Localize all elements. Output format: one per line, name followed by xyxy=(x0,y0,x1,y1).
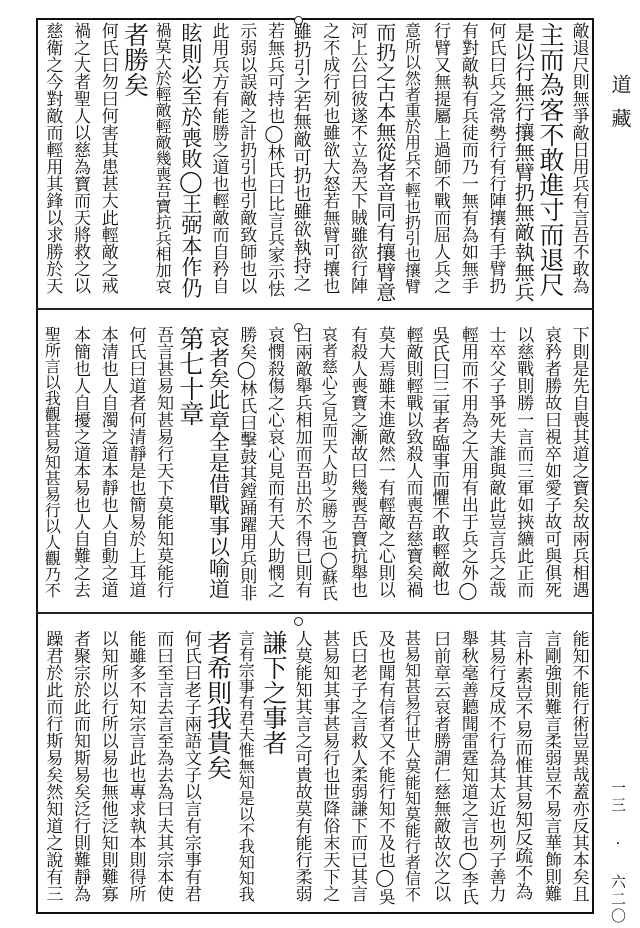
text-column: 哀者慈心之見而天人助之勝之也◯蘇氏 xyxy=(319,326,339,601)
text-column: 眩則必至於喪敗◯王弼本作仍 xyxy=(178,22,203,298)
text-column: 有對敵執有兵徒而乃一無有為如無手 xyxy=(457,22,478,294)
text-column: 第七十章 xyxy=(175,326,205,426)
text-column: 禍莫大於輕敵輕敵幾喪吾寶抗兵相加哀 xyxy=(153,22,173,294)
text-column: 何氏曰兵之常勢行有行陣攘有手臂扔 xyxy=(485,22,506,294)
text-column: 何氏曰道者何清靜是也簡易於上耳道 xyxy=(125,326,146,598)
text-column: 人莫能知其言之可貴故莫有能行柔弱 xyxy=(291,630,312,902)
text-column: 莫大焉雖未進敵然一有輕敵之心則以 xyxy=(374,326,395,598)
text-column: 以知所以行所以易也無他泛知則難寡 xyxy=(97,630,118,902)
text-column: 言朴素豈不易而惟其易知反疏不為 xyxy=(512,630,534,900)
text-column: 者聚宗於此而知斯易矣泛行則難靜為 xyxy=(70,630,91,902)
text-panel-2 xyxy=(38,326,592,608)
panel-divider-bottom xyxy=(36,612,594,614)
text-column: 慈衛之今對敵而輕用其鋒以求勝於天 xyxy=(42,22,63,294)
text-column: 輕用而不用為之大用有出于兵之外◯ xyxy=(457,326,478,601)
binding-circle-3 xyxy=(294,617,303,626)
text-column: 氏曰老子之言救人柔弱謙下而已其言 xyxy=(347,630,368,902)
text-column: 是以行無行攘無臂扔無敵執無兵 xyxy=(511,22,536,302)
text-column: 本簡也人自擾之道本易也人自難之去 xyxy=(70,326,91,598)
text-column: 下則是先自喪其道之寶矣故兩兵相遇 xyxy=(568,326,589,598)
text-column: 勝矣◯林氏曰擊鼓其鏜踊躍用兵則非 xyxy=(236,326,257,601)
text-column: 能知不能行術豈異哉蓋亦反其本矣且 xyxy=(568,630,589,902)
text-column: 而扔之古本無從者音同有攘臂意 xyxy=(372,22,397,302)
text-column: 聖所言以我觀甚易知甚易行以人觀乃不 xyxy=(42,326,62,598)
text-column: 其易行反成不行為其太近也列子善力 xyxy=(485,630,506,902)
text-column: 哀矜者勝故曰視卒如愛子故可與俱死 xyxy=(540,326,561,598)
text-column: 躁君於此而行斯易矣然知道之說有三 xyxy=(42,630,63,902)
text-column: 言有宗事有君夫惟無知是以不我知知我 xyxy=(236,630,256,902)
text-column: 能雖多不知宗言此也專求執本則得所 xyxy=(125,630,146,902)
text-column: 敵退尺則無爭敵日用兵有言吾不敢為 xyxy=(568,22,589,294)
text-panel-1 xyxy=(38,22,592,304)
text-column: 者希則我貴矣 xyxy=(203,630,233,780)
text-column: 謙下之事者 xyxy=(258,630,288,755)
book-title: 道藏 xyxy=(608,74,632,142)
text-column: 舉秋毫善聽聞雷霆知道之言也◯李氏 xyxy=(457,630,478,905)
text-column: 雖扔引之若無敵可扔也雖欲執持之 xyxy=(290,22,312,292)
text-column: 吾言甚易知甚易行天下莫能知莫能行 xyxy=(153,326,174,598)
text-column: 意所以然者重於用兵不輕也扔引也攘臂 xyxy=(402,22,422,294)
text-column: 輕敵則輕戰以致殺人而喪吾慈寶矣禍 xyxy=(402,326,423,598)
text-column: 河上公曰彼遂不立為天下賊雖欲行陣 xyxy=(347,22,368,294)
text-column: 禍之大者聖人以慈為寶而天將救之以 xyxy=(70,22,91,294)
text-column: 曰前章云哀者勝謂仁慈無敵故次之以 xyxy=(430,630,451,902)
text-column: 士卒父子爭死夫誰與敵此豈言兵之哉 xyxy=(485,326,506,598)
text-column: 之不成行列也雖欲大怒若無臂可攘也 xyxy=(319,22,340,294)
text-column: 吳氏曰三軍者臨事而懼不敢輕敵也 xyxy=(429,326,451,596)
text-column: 何氏曰老子兩語文子以言有宗事有君 xyxy=(180,630,201,902)
page-number: 一三 · 六二〇 xyxy=(609,780,627,925)
text-column: 此用兵方有能勝之道也輕敵而自矜自 xyxy=(208,22,229,294)
panel-divider-top xyxy=(36,308,594,310)
text-column: 者勝矣 xyxy=(120,22,150,97)
text-column: 本清也人自濁之道本靜也人自動之道 xyxy=(97,326,118,598)
text-column: 而曰至言去言至為去為曰夫其宗本使 xyxy=(153,630,174,902)
text-column: 示弱以誤敵之計扔引也引敵致師也以 xyxy=(236,22,257,294)
text-column: 曰兩敵舉兵相加而吾出於不得已則有 xyxy=(291,326,312,598)
text-column: 言剛強則難言柔弱豈不易言華飾則難 xyxy=(540,630,561,902)
text-column: 哀憫殺傷之心哀心見而有天人助憫之 xyxy=(263,326,284,598)
text-column: 甚易知甚易行世人莫能知莫能行者信不 xyxy=(402,630,422,902)
text-column: 主而為客不敢進寸而退尺 xyxy=(535,22,565,297)
text-column: 行臂又無提屬上過師不戰而屈人兵之 xyxy=(430,22,451,294)
text-column: 及也聞有信者又不能行知不及也◯吳 xyxy=(374,630,395,905)
text-column: 以慈戰則勝一言而三軍如挾纊此正而 xyxy=(513,326,534,598)
text-column: 哀者矣此章全是借戰事以喻道 xyxy=(206,326,231,599)
text-column: 有殺人喪寶之漸故曰幾喪吾寶抗舉也 xyxy=(347,326,368,598)
text-column: 甚易知其事甚易行也世降俗末天下之 xyxy=(319,630,340,902)
text-column: 何氏曰勿曰何害其患甚大此輕敵之戒 xyxy=(97,22,118,294)
text-column: 若無兵可持也◯林氏曰比言兵家示怯 xyxy=(263,22,284,297)
text-panel-3 xyxy=(38,630,592,912)
